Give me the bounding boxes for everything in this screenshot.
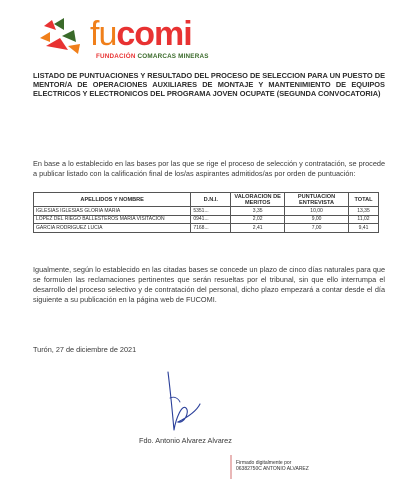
signature-name: Fdo. Antonio Alvarez Alvarez xyxy=(139,436,232,445)
cell-merits: 2,41 xyxy=(231,224,285,233)
handwritten-signature xyxy=(156,368,220,434)
fucomi-logo xyxy=(38,14,238,66)
closing-paragraph: Igualmente, según lo establecido en las citadas bases se concede un plazo de cinco días naturales para que se formulen las reclamaciones pertinentes que serán resueltas por el tribunal, sin que ello interrumpa el desarrollo del proceso selectivo y de contratación del personal, dicho plazo empezará a contar desde el día siguiente a su publicación en la página web de FUCOMI. xyxy=(33,265,385,304)
logo-subtitle: FUNDACIÓN COMARCAS MINERAS xyxy=(96,53,209,60)
document-date: Turón, 27 de diciembre de 2021 xyxy=(33,345,137,354)
scores-table xyxy=(33,192,379,233)
cell-merits: 2,02 xyxy=(231,215,285,224)
cell-merits: 3,35 xyxy=(231,207,285,216)
table-row xyxy=(34,215,379,224)
header-dni: D.N.I. xyxy=(191,193,231,207)
header-merits: VALORACION DE MERITOS xyxy=(231,193,285,207)
cell-interview: 10,00 xyxy=(285,207,349,216)
digital-stamp-mark xyxy=(230,455,232,479)
table-header-row xyxy=(34,193,379,207)
stamp-line-2: 06382750C ANTONIO ALVAREZ xyxy=(236,466,309,472)
header-name: APELLIDOS Y NOMBRE xyxy=(34,193,191,207)
cell-dni: 7168... xyxy=(191,224,231,233)
table-row xyxy=(34,224,379,233)
cell-total: 11,02 xyxy=(349,215,379,224)
cell-interview: 7,00 xyxy=(285,224,349,233)
cell-total: 13,35 xyxy=(349,207,379,216)
cell-dni: 0941... xyxy=(191,215,231,224)
cell-name: IGLESIAS IGLESIAS GLORIA MARIA xyxy=(34,207,191,216)
document-title: LISTADO DE PUNTUACIONES Y RESULTADO DEL PROCESO DE SELECCION PARA UN PUESTO DE MENTOR/A DE OPERACIONES AUXILIARES DE MONTAJE Y MANTENIMIENTO DE EQUIPOS ELECTRICOS Y ELECTRONICOS DEL PROGRAMA JOVEN OCUPATE (SEGUNDA CONVOCATORIA) xyxy=(33,71,385,99)
header-total: TOTAL xyxy=(349,193,379,207)
cell-total: 9,41 xyxy=(349,224,379,233)
cell-interview: 9,00 xyxy=(285,215,349,224)
cell-name: GARCIA RODRIGUEZ LUCIA xyxy=(34,224,191,233)
logo-wordmark: fucomi xyxy=(90,15,192,53)
stamp-line-1: Firmado digitalmente por xyxy=(236,460,292,466)
digital-signature-stamp xyxy=(236,460,309,472)
table-row xyxy=(34,207,379,216)
cell-name: LOPEZ DEL RIEGO BALLESTEROS MARIA VISITACION xyxy=(34,215,191,224)
intro-paragraph: En base a lo establecido en las bases por las que se rige el proceso de selección y contratación, se procede a publicar listado con la calificación final de los/as aspirantes admitidos/as por orden de puntuación: xyxy=(33,159,385,178)
header-interview: PUNTUACION ENTREVISTA xyxy=(285,193,349,207)
cell-dni: 5351... xyxy=(191,207,231,216)
fucomi-logo-icon xyxy=(38,16,84,56)
